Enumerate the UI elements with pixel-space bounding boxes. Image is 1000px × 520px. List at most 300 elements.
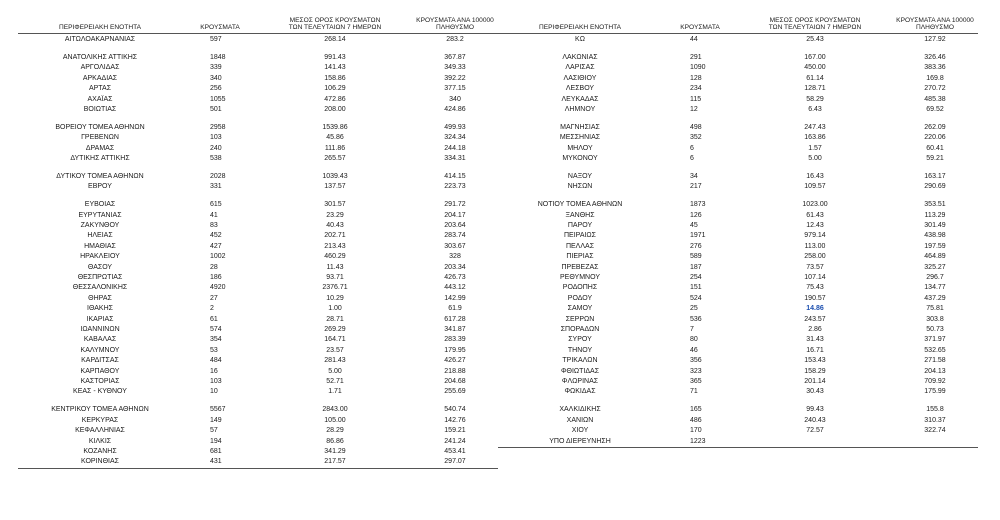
cases-value: 1971 [690, 232, 706, 240]
avg7-value: 991.43 [324, 53, 346, 61]
cases-value: 538 [210, 155, 222, 162]
avg7-value: 269.29 [324, 326, 346, 333]
region-name: ΚΙΛΚΙΣ [88, 437, 112, 445]
avg7-header [755, 10, 875, 32]
region-name: ΛΑΣΙΘΙΟΥ [563, 74, 597, 82]
cases-value: 1002 [210, 253, 226, 261]
avg7-value: 61.43 [806, 211, 824, 219]
avg7-value: 979.14 [804, 232, 826, 240]
cases-value: 276 [690, 242, 702, 250]
avg7-value: 111.86 [324, 144, 346, 152]
cases-value: 217 [690, 183, 702, 191]
rate-value: 326.46 [924, 53, 946, 61]
avg7-value: 153.43 [804, 357, 826, 365]
avg7-value: 10.29 [326, 294, 344, 302]
table-row [510, 94, 980, 105]
region-name: ΘΕΣΣΑΛΟΝΙΚΗΣ [72, 284, 128, 292]
region-name: ΜΑΓΝΗΣΙΑΣ [560, 123, 600, 131]
rate-value: 179.95 [444, 346, 466, 354]
region-name: ΧΙΟΥ [571, 427, 589, 435]
region-name: ΝΟΤΙΟΥ ΤΟΜΕΑ ΑΘΗΝΩΝ [537, 201, 623, 209]
rate-value: 438.98 [924, 232, 946, 240]
rate-value: 485.38 [924, 95, 946, 103]
avg7-value: 158.29 [804, 367, 826, 375]
table-row [510, 220, 980, 231]
cases-value: 6 [690, 144, 694, 152]
avg7-value: 268.14 [324, 36, 346, 43]
rate-value: 175.99 [924, 388, 946, 396]
region-name: ΗΜΑΘΙΑΣ [84, 242, 116, 250]
region-name: ΑΙΤΩΛΟΑΚΑΡΝΑΝΙΑΣ [64, 36, 136, 43]
rate-header-line-2: ΠΛΗΘΥΣΜΟ [916, 24, 954, 32]
rate-value: 60.41 [926, 144, 944, 152]
rate-value: 218.88 [444, 367, 466, 375]
avg7-value: 167.00 [804, 53, 826, 61]
cases-header-text: ΚΡΟΥΣΜΑΤΑ [680, 24, 720, 32]
cases-value: 186 [210, 274, 222, 281]
region-name: ΔΡΑΜΑΣ [85, 144, 115, 152]
cases-value: 486 [690, 416, 702, 424]
region-name: ΚΕΡΚΥΡΑΣ [81, 416, 119, 424]
avg7-value: 12.43 [806, 222, 824, 229]
avg7-value: 16.43 [806, 172, 824, 180]
rate-value: 220.06 [924, 134, 946, 142]
region-name: ΙΩΑΝΝΙΝΩΝ [80, 326, 120, 333]
table-row [510, 415, 980, 426]
table-row [510, 210, 980, 221]
region-name: ΠΑΡΟΥ [567, 222, 593, 229]
rate-value: 334.31 [444, 155, 466, 162]
cases-value: 45 [690, 222, 698, 229]
table-row [510, 293, 980, 304]
avg7-value: 213.43 [324, 242, 346, 250]
cases-value: 115 [690, 95, 702, 103]
region-name: ΧΑΛΚΙΔΙΚΗΣ [559, 406, 601, 414]
table-row [30, 436, 500, 447]
cases-value: 2 [210, 305, 214, 313]
avg7-value: 5.00 [808, 155, 822, 162]
table-row [510, 251, 980, 262]
region-name: ΛΑΡΙΣΑΣ [565, 64, 595, 72]
rate-value: 283.74 [444, 232, 466, 240]
rate-value: 617.28 [444, 315, 466, 323]
rate-header [400, 10, 510, 32]
region-name: ΦΘΙΩΤΙΔΑΣ [560, 367, 600, 375]
cases-value: 80 [690, 336, 698, 344]
cases-value: 71 [690, 388, 698, 396]
cases-value: 234 [690, 85, 702, 93]
table-row [510, 324, 980, 335]
table-row [510, 241, 980, 252]
region-name: ΕΒΡΟΥ [88, 183, 112, 191]
region-name: ΑΧΑΪΑΣ [87, 95, 113, 103]
avg7-value: 460.29 [324, 253, 346, 261]
avg7-value: 23.57 [326, 346, 344, 354]
table-row [510, 132, 980, 143]
avg7-value: 52.71 [326, 378, 344, 385]
table-row [30, 376, 500, 387]
rate-value: 142.76 [444, 416, 466, 424]
rate-value: 197.59 [924, 242, 946, 250]
region-name: ΡΟΔΟΠΗΣ [562, 284, 598, 292]
rate-value: 426.27 [444, 357, 466, 365]
rate-value: 303.67 [444, 242, 466, 250]
cases-value: 339 [210, 64, 222, 72]
table-row [510, 376, 980, 387]
table-row [510, 83, 980, 94]
region-name: ΚΑΛΥΜΝΟΥ [80, 346, 120, 354]
region-name: ΚΑΒΑΛΑΣ [83, 336, 117, 344]
cases-value: 61 [210, 315, 218, 323]
avg7-value: 31.43 [806, 336, 824, 344]
table-row [510, 52, 980, 63]
cases-value: 34 [690, 172, 698, 180]
region-header-text: ΠΕΡΙΦΕΡΕΙΑΚΗ ΕΝΟΤΗΤΑ [58, 24, 142, 32]
avg7-value: 23.29 [326, 211, 344, 219]
avg7-value: 106.29 [324, 85, 346, 93]
cases-value: 1055 [210, 95, 226, 103]
avg7-value: 30.43 [806, 388, 824, 396]
rate-value: 241.24 [444, 437, 466, 445]
cases-value: 331 [210, 183, 222, 191]
cases-value: 10 [210, 388, 218, 396]
region-name: ΚΕΑΣ - ΚΥΘΝΟΥ [73, 388, 127, 396]
rate-value: 499.93 [444, 123, 466, 131]
region-name: ΖΑΚΥΝΘΟΥ [80, 222, 120, 229]
avg7-value: 281.43 [324, 357, 346, 365]
avg7-value: 61.14 [806, 74, 824, 82]
region-name: ΗΛΕΙΑΣ [87, 232, 113, 240]
avg7-value: 137.57 [324, 183, 346, 191]
table-row [510, 386, 980, 397]
rate-value: 392.22 [444, 74, 466, 82]
region-name: ΚΑΡΠΑΘΟΥ [80, 367, 120, 375]
region-name: ΚΩ [575, 36, 585, 43]
region-header [30, 10, 170, 32]
region-name: ΚΑΡΔΙΤΣΑΣ [81, 357, 119, 365]
region-name: ΣΥΡΟΥ [568, 336, 592, 344]
avg7-value: 93.71 [326, 274, 344, 281]
rate-value: 297.07 [444, 458, 466, 466]
table-row [30, 282, 500, 293]
rate-header-line-2: ΠΛΗΘΥΣΜΟ [436, 24, 474, 32]
avg7-value: 1.57 [808, 144, 822, 152]
cases-value: 1090 [690, 64, 706, 72]
region-name: ΚΟΡΙΝΘΙΑΣ [81, 458, 119, 466]
rate-value: 75.81 [926, 305, 944, 313]
cases-value: 103 [210, 378, 222, 385]
table-row [510, 334, 980, 345]
avg7-value: 86.86 [326, 437, 344, 445]
rate-value: 310.37 [924, 416, 946, 424]
avg7-value: 58.29 [806, 95, 824, 103]
table-row [510, 404, 980, 415]
rate-value: 204.13 [924, 367, 946, 375]
region-name: ΒΟΙΩΤΙΑΣ [83, 105, 117, 113]
region-name: ΚΕΝΤΡΙΚΟΥ ΤΟΜΕΑ ΑΘΗΝΩΝ [51, 406, 149, 414]
cases-value: 589 [690, 253, 702, 261]
cases-value: 83 [210, 222, 218, 229]
avg7-value: 208.00 [324, 105, 346, 113]
cases-value: 352 [690, 134, 702, 142]
avg7-value: 6.43 [808, 105, 822, 113]
region-name: ΘΗΡΑΣ [88, 294, 112, 302]
cases-value: 524 [690, 294, 702, 302]
table-row [510, 199, 980, 210]
cases-header [660, 10, 740, 32]
cases-value: 128 [690, 74, 702, 82]
cases-value: 254 [690, 274, 702, 281]
avg7-value: 341.29 [324, 447, 346, 455]
avg7-value: 1039.43 [322, 172, 348, 180]
region-name: ΡΕΘΥΜΝΟΥ [559, 274, 600, 281]
table-row [30, 446, 500, 457]
avg7-value: 99.43 [806, 406, 824, 414]
cases-value: 170 [690, 427, 702, 435]
table-row [30, 324, 500, 335]
rate-value: 322.74 [924, 427, 946, 435]
rate-value: 414.15 [444, 172, 466, 180]
cases-value: 41 [210, 211, 218, 219]
avg7-value: 258.00 [804, 253, 826, 261]
avg7-value: 73.57 [806, 263, 824, 271]
region-name: ΔΥΤΙΚΗΣ ΑΤΤΙΚΗΣ [70, 155, 130, 162]
table-row [30, 52, 500, 63]
table-row [30, 83, 500, 94]
avg7-value: 107.14 [804, 274, 826, 281]
table-row [510, 436, 980, 447]
avg7-value: 40.43 [326, 222, 344, 229]
table-row [30, 251, 500, 262]
region-name: ΛΕΥΚΑΔΑΣ [561, 95, 599, 103]
footer-rule [18, 468, 498, 469]
cases-value: 291 [690, 53, 702, 61]
avg7-value: 1539.86 [322, 123, 348, 131]
region-name: ΔΥΤΙΚΟΥ ΤΟΜΕΑ ΑΘΗΝΩΝ [56, 172, 144, 180]
rate-value: 303.8 [926, 315, 944, 323]
avg7-header-line-1: ΜΕΣΟΣ ΟΡΟΣ ΚΡΟΥΣΜΑΤΩΝ [289, 16, 381, 24]
region-name: ΤΗΝΟΥ [567, 346, 593, 354]
region-name: ΣΠΟΡΑΔΩΝ [560, 326, 600, 333]
rate-value: 377.15 [444, 85, 466, 93]
table-row [510, 262, 980, 273]
cases-value: 431 [210, 458, 222, 466]
avg7-value: 72.57 [806, 427, 824, 435]
rate-value: 61.9 [448, 305, 462, 313]
avg7-value: 2843.00 [322, 406, 348, 414]
avg7-value: 190.57 [804, 294, 826, 302]
avg7-value: 2.86 [808, 326, 822, 333]
table-row [30, 303, 500, 314]
avg7-value: 28.71 [326, 315, 344, 323]
region-name: ΒΟΡΕΙΟΥ ΤΟΜΕΑ ΑΘΗΝΩΝ [55, 123, 145, 131]
avg7-value: 450.00 [804, 64, 826, 72]
table-row [30, 199, 500, 210]
avg7-value: 1.71 [328, 388, 342, 396]
rate-value: 328 [449, 253, 461, 261]
rate-value: 353.51 [924, 201, 946, 209]
cases-value: 574 [210, 326, 222, 333]
table-row [30, 153, 500, 164]
table-row [510, 355, 980, 366]
table-row [510, 153, 980, 164]
table-row [510, 425, 980, 436]
table-row [510, 143, 980, 154]
cases-value: 340 [210, 74, 222, 82]
cases-value: 365 [690, 378, 702, 385]
table-row [30, 415, 500, 426]
table-row [30, 220, 500, 231]
avg7-value: 113.00 [804, 242, 826, 250]
table-row [30, 230, 500, 241]
region-name: ΕΥΡΥΤΑΝΙΑΣ [78, 211, 122, 219]
table-row [30, 132, 500, 143]
region-name: ΗΡΑΚΛΕΙΟΥ [80, 253, 120, 261]
cases-value: 354 [210, 336, 222, 344]
cases-value: 4920 [210, 284, 226, 292]
cases-header-text: ΚΡΟΥΣΜΑΤΑ [200, 24, 240, 32]
avg7-value: 28.29 [326, 427, 344, 435]
rate-value: 283.39 [444, 336, 466, 344]
table-row [30, 241, 500, 252]
rate-value: 204.68 [444, 378, 466, 385]
region-name: ΚΕΦΑΛΛΗΝΙΑΣ [75, 427, 125, 435]
region-name: ΠΕΛΛΑΣ [565, 242, 595, 250]
region-name: ΛΗΜΝΟΥ [564, 105, 596, 113]
avg7-value: 217.57 [324, 458, 346, 466]
table-row [30, 210, 500, 221]
region-name: ΑΡΚΑΔΙΑΣ [82, 74, 118, 82]
region-name: ΣΑΜΟΥ [567, 305, 593, 313]
rate-value: 203.64 [444, 222, 466, 229]
avg7-value: 45.86 [326, 134, 344, 142]
avg7-value: 265.57 [324, 155, 346, 162]
region-name: ΓΡΕΒΕΝΩΝ [81, 134, 119, 142]
rate-value: 223.73 [444, 183, 466, 191]
region-name: ΤΡΙΚΑΛΩΝ [562, 357, 598, 365]
avg7-value: 247.43 [804, 123, 826, 131]
region-name: ΛΑΚΩΝΙΑΣ [562, 53, 598, 61]
table-row [510, 230, 980, 241]
region-name: ΝΗΣΩΝ [567, 183, 593, 191]
cases-value: 44 [690, 36, 698, 43]
table-row [510, 345, 980, 356]
table-row [30, 345, 500, 356]
rate-value: 204.17 [444, 211, 466, 219]
avg7-value: 472.86 [324, 95, 346, 103]
cases-value: 7 [690, 326, 694, 333]
table-row [30, 272, 500, 283]
avg7-value: 141.43 [324, 64, 346, 72]
table-row [510, 282, 980, 293]
rate-value: 709.92 [924, 378, 946, 385]
rate-value: 464.89 [924, 253, 946, 261]
rate-value: 324.34 [444, 134, 466, 142]
rate-value: 262.09 [924, 123, 946, 131]
table-row [30, 425, 500, 436]
cases-value: 151 [690, 284, 702, 292]
cases-value: 6 [690, 155, 694, 162]
rate-value: 163.17 [924, 172, 946, 180]
avg7-value: 25.43 [806, 36, 824, 43]
rate-value: 325.27 [924, 263, 946, 271]
rate-value: 540.74 [444, 406, 466, 414]
region-name: ΚΑΣΤΟΡΙΑΣ [80, 378, 120, 385]
region-header [510, 10, 650, 32]
avg7-value: 202.71 [324, 232, 346, 240]
rate-value: 437.29 [924, 294, 946, 302]
footer-rule [498, 447, 978, 448]
rate-value: 341.87 [444, 326, 466, 333]
cases-value: 256 [210, 85, 222, 93]
rate-value: 50.73 [926, 326, 944, 333]
rate-value: 142.99 [444, 294, 466, 302]
cases-value: 484 [210, 357, 222, 365]
region-name: ΣΕΡΡΩΝ [565, 315, 595, 323]
avg7-value: 1023.00 [802, 201, 828, 209]
cases-value: 1223 [690, 437, 706, 445]
rate-value: 270.72 [924, 85, 946, 93]
avg7-value: 16.71 [806, 346, 824, 354]
table-row [510, 73, 980, 84]
region-name: ΕΥΒΟΙΑΣ [84, 201, 116, 209]
cases-value: 240 [210, 144, 222, 152]
rate-value: 203.34 [444, 263, 466, 271]
rate-value: 453.41 [444, 447, 466, 455]
region-name: ΘΕΣΠΡΩΤΙΑΣ [77, 274, 123, 281]
cases-value: 1848 [210, 53, 226, 61]
avg7-value: 243.57 [804, 315, 826, 323]
avg7-value: 75.43 [806, 284, 824, 292]
rate-value: 426.73 [444, 274, 466, 281]
cases-value: 427 [210, 242, 222, 250]
region-name: ΥΠΟ ΔΙΕΡΕΥΝΗΣΗ [549, 437, 611, 445]
table-row [30, 143, 500, 154]
avg7-value: 201.14 [804, 378, 826, 385]
rate-header-line-1: ΚΡΟΥΣΜΑΤΑ ΑΝΑ 100000 [416, 16, 494, 24]
rate-value: 69.52 [926, 105, 944, 113]
avg7-value: 240.43 [804, 416, 826, 424]
cases-value: 2028 [210, 172, 226, 180]
avg7-value: 164.71 [324, 336, 346, 344]
table-row [30, 355, 500, 366]
table-row [510, 104, 980, 115]
cases-value: 187 [690, 263, 702, 271]
cases-value: 25 [690, 305, 698, 313]
avg7-value: 301.57 [324, 201, 346, 209]
table-row [510, 303, 980, 314]
table-row [30, 404, 500, 415]
avg7-value: 163.86 [804, 134, 826, 142]
table-row [30, 122, 500, 133]
rate-value: 340 [449, 95, 461, 103]
avg7-value: 128.71 [804, 85, 826, 93]
avg7-value: 5.00 [328, 367, 342, 375]
region-name: ΦΩΚΙΔΑΣ [564, 388, 596, 396]
cases-value: 356 [690, 357, 702, 365]
table-row [30, 366, 500, 377]
table-row [510, 171, 980, 182]
avg7-value: 105.00 [324, 416, 346, 424]
rate-value: 424.86 [444, 105, 466, 113]
avg7-value: 11.43 [326, 263, 344, 271]
table-row [30, 73, 500, 84]
cases-value: 53 [210, 346, 218, 354]
cases-value: 536 [690, 315, 702, 323]
table-row [30, 34, 500, 45]
cases-value: 597 [210, 36, 222, 43]
cases-value: 501 [210, 105, 222, 113]
